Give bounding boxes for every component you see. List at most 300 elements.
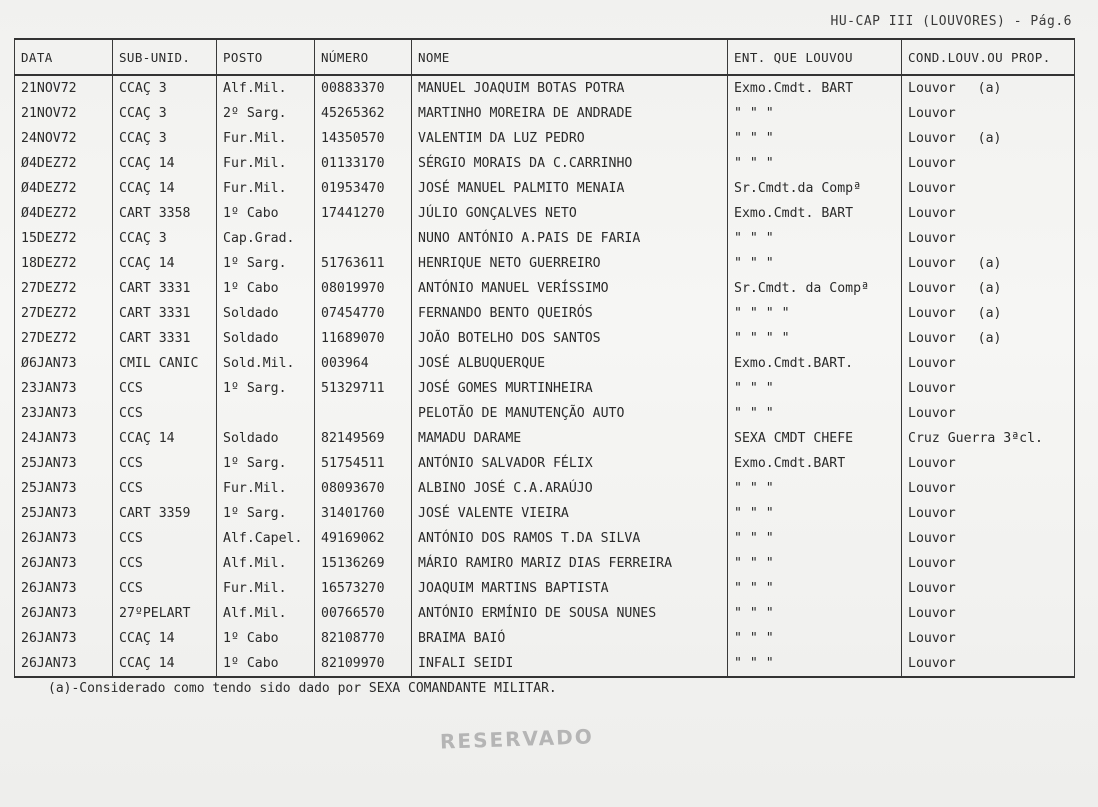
- cell-numero: [315, 576, 412, 601]
- cell-ent-que-louvou: [728, 426, 902, 451]
- cell-cond-louv-text: Louvor: [908, 81, 956, 96]
- cell-numero-text: 00766570: [321, 606, 385, 621]
- table-row: [15, 501, 1075, 526]
- table-row: [15, 126, 1075, 151]
- cell-ent-que-louvou: [728, 401, 902, 426]
- cell-cond-louv-text: Louvor: [908, 256, 956, 271]
- cell-posto-text: Soldado: [223, 306, 279, 321]
- cell-posto-text: Fur.Mil.: [223, 156, 287, 171]
- cell-nome: [412, 226, 728, 251]
- cell-cond-louv-text: Louvor: [908, 381, 956, 396]
- cell-cond-louv: [902, 351, 1075, 376]
- cell-ent-que-louvou: [728, 75, 902, 101]
- cell-ent-que-louvou-text: Sr.Cmdt. da Compª: [734, 281, 869, 296]
- cell-sub-unid: [113, 576, 217, 601]
- cell-cond-louv-text: Louvor: [908, 306, 956, 321]
- cell-posto: [217, 351, 315, 376]
- cell-data: [15, 75, 113, 101]
- cell-nome: [412, 201, 728, 226]
- cell-ent-que-louvou: [728, 101, 902, 126]
- cell-cond-louv: [902, 526, 1075, 551]
- cell-sub-unid-text: CART 3331: [119, 306, 191, 321]
- cell-posto-text: Fur.Mil.: [223, 481, 287, 496]
- cell-posto: [217, 651, 315, 677]
- cell-ent-que-louvou-text: Exmo.Cmdt.BART: [734, 456, 846, 471]
- cell-posto-text: Cap.Grad.: [223, 231, 295, 246]
- cell-cond-louv: [902, 101, 1075, 126]
- cell-data: [15, 126, 113, 151]
- table-row: [15, 451, 1075, 476]
- cell-data: [15, 176, 113, 201]
- cell-sub-unid: [113, 75, 217, 101]
- cell-cond-louv-text: Louvor: [908, 231, 956, 246]
- cell-nome: [412, 426, 728, 451]
- cell-cond-louv: [902, 201, 1075, 226]
- cell-cond-louv-text: Louvor: [908, 356, 956, 371]
- cell-numero: [315, 101, 412, 126]
- cell-cond-louv: [902, 251, 1075, 276]
- cell-cond-louv-text: Louvor: [908, 506, 956, 521]
- cell-nome-text: JOAQUIM MARTINS BAPTISTA: [418, 581, 609, 596]
- cell-numero-text: 51754511: [321, 456, 385, 471]
- cell-nome-text: JÚLIO GONÇALVES NETO: [418, 206, 577, 221]
- table-row: [15, 301, 1075, 326]
- cell-sub-unid: [113, 251, 217, 276]
- cell-sub-unid: [113, 451, 217, 476]
- cell-posto: [217, 626, 315, 651]
- cell-cond-louv: [902, 326, 1075, 351]
- cell-ent-que-louvou: [728, 576, 902, 601]
- cell-ent-que-louvou-text: " " ": [734, 506, 774, 521]
- cell-data-text: Ø4DEZ72: [21, 206, 77, 221]
- cell-data: [15, 276, 113, 301]
- cell-numero-text: 07454770: [321, 306, 385, 321]
- cell-numero: [315, 251, 412, 276]
- cell-numero: [315, 75, 412, 101]
- cell-ent-que-louvou: [728, 451, 902, 476]
- cell-sub-unid: [113, 126, 217, 151]
- cell-sub-unid: [113, 426, 217, 451]
- cell-data-text: 24NOV72: [21, 131, 77, 146]
- cell-posto-text: Fur.Mil.: [223, 131, 287, 146]
- cell-sub-unid-text: CCAÇ 14: [119, 256, 175, 271]
- cell-data: [15, 426, 113, 451]
- cell-sub-unid: [113, 476, 217, 501]
- cell-posto-text: Alf.Mil.: [223, 606, 287, 621]
- cell-numero: [315, 126, 412, 151]
- cell-nome: [412, 601, 728, 626]
- cell-ent-que-louvou: [728, 501, 902, 526]
- table-row: [15, 351, 1075, 376]
- cell-nome: [412, 251, 728, 276]
- cell-ent-que-louvou: [728, 601, 902, 626]
- cell-cond-louv-text: Louvor: [908, 531, 956, 546]
- table-row: [15, 651, 1075, 677]
- cell-posto-text: 1º Sarg.: [223, 456, 287, 471]
- cell-posto-text: Soldado: [223, 331, 279, 346]
- cell-ent-que-louvou: [728, 301, 902, 326]
- cell-sub-unid: [113, 651, 217, 677]
- cell-sub-unid: [113, 276, 217, 301]
- cell-sub-unid: [113, 626, 217, 651]
- cell-sub-unid-text: CCAÇ 3: [119, 131, 167, 146]
- cell-ent-que-louvou: [728, 201, 902, 226]
- cell-posto: [217, 476, 315, 501]
- cell-numero: [315, 201, 412, 226]
- cell-nome: [412, 526, 728, 551]
- cell-footnote-mark: (a): [977, 131, 1002, 146]
- cell-data: [15, 601, 113, 626]
- cell-data: [15, 501, 113, 526]
- cell-sub-unid: [113, 351, 217, 376]
- cell-cond-louv-text: Louvor: [908, 481, 956, 496]
- cell-sub-unid: [113, 301, 217, 326]
- cell-ent-que-louvou: [728, 626, 902, 651]
- cell-sub-unid-text: CART 3331: [119, 331, 191, 346]
- cell-ent-que-louvou: [728, 176, 902, 201]
- cell-posto-text: 2º Sarg.: [223, 106, 287, 121]
- cell-nome: [412, 326, 728, 351]
- table-row: [15, 601, 1075, 626]
- cell-cond-louv: [902, 401, 1075, 426]
- cell-posto: [217, 126, 315, 151]
- cell-numero-text: 51763611: [321, 256, 385, 271]
- cell-numero-text: 08093670: [321, 481, 385, 496]
- column-header-posto: POSTO: [217, 39, 315, 75]
- cell-nome-text: MÁRIO RAMIRO MARIZ DIAS FERREIRA: [418, 556, 673, 571]
- cell-posto: [217, 151, 315, 176]
- cell-ent-que-louvou: [728, 651, 902, 677]
- cell-data-text: 25JAN73: [21, 506, 77, 521]
- cell-numero-text: 11689070: [321, 331, 385, 346]
- cell-data: [15, 376, 113, 401]
- cell-cond-louv: [902, 651, 1075, 677]
- cell-numero-text: 08019970: [321, 281, 385, 296]
- cell-numero: [315, 376, 412, 401]
- cell-ent-que-louvou-text: " " ": [734, 606, 774, 621]
- cell-cond-louv: [902, 426, 1075, 451]
- cell-sub-unid: [113, 526, 217, 551]
- table-row: [15, 626, 1075, 651]
- cell-numero: [315, 226, 412, 251]
- cell-data: [15, 326, 113, 351]
- cell-ent-que-louvou: [728, 326, 902, 351]
- cell-data: [15, 101, 113, 126]
- cell-cond-louv: [902, 601, 1075, 626]
- cell-sub-unid-text: CART 3358: [119, 206, 191, 221]
- cell-data: [15, 476, 113, 501]
- cell-posto: [217, 226, 315, 251]
- table-row: [15, 576, 1075, 601]
- cell-data: [15, 251, 113, 276]
- cell-nome-text: JOSÉ GOMES MURTINHEIRA: [418, 381, 593, 396]
- cell-ent-que-louvou-text: " " " ": [734, 306, 790, 321]
- cell-data: [15, 626, 113, 651]
- cell-nome-text: MANUEL JOAQUIM BOTAS POTRA: [418, 81, 625, 96]
- cell-numero: [315, 276, 412, 301]
- cell-cond-louv-text: Louvor: [908, 456, 956, 471]
- cell-data-text: 26JAN73: [21, 581, 77, 596]
- cell-data-text: 24JAN73: [21, 431, 77, 446]
- cell-ent-que-louvou: [728, 526, 902, 551]
- cell-footnote-mark: (a): [977, 331, 1002, 346]
- cell-ent-que-louvou-text: " " ": [734, 581, 774, 596]
- cell-posto-text: 1º Cabo: [223, 281, 279, 296]
- cell-ent-que-louvou-text: SEXA CMDT CHEFE: [734, 431, 854, 446]
- cell-data: [15, 151, 113, 176]
- cell-posto-text: Alf.Capel.: [223, 531, 303, 546]
- cell-data: [15, 226, 113, 251]
- cell-sub-unid-text: CMIL CANIC: [119, 356, 199, 371]
- cell-numero: [315, 651, 412, 677]
- cell-posto: [217, 501, 315, 526]
- cell-cond-louv-text: Louvor: [908, 156, 956, 171]
- cell-sub-unid: [113, 601, 217, 626]
- cell-nome: [412, 651, 728, 677]
- cell-posto: [217, 551, 315, 576]
- cell-nome: [412, 276, 728, 301]
- cell-cond-louv-text: Louvor: [908, 106, 956, 121]
- cell-data-text: 26JAN73: [21, 606, 77, 621]
- cell-sub-unid-text: CCS: [119, 531, 143, 546]
- table-row: [15, 101, 1075, 126]
- table-header-row: [15, 39, 1075, 75]
- cell-posto-text: 1º Cabo: [223, 631, 279, 646]
- cell-posto: [217, 276, 315, 301]
- cell-numero-text: 17441270: [321, 206, 385, 221]
- cell-nome: [412, 551, 728, 576]
- column-header-data: DATA: [15, 39, 113, 75]
- cell-ent-que-louvou-text: " " ": [734, 631, 774, 646]
- cell-posto-text: Sold.Mil.: [223, 356, 295, 371]
- column-header-nome: NOME: [412, 39, 728, 75]
- cell-posto: [217, 251, 315, 276]
- cell-data-text: 25JAN73: [21, 481, 77, 496]
- cell-cond-louv: [902, 151, 1075, 176]
- cell-cond-louv: [902, 551, 1075, 576]
- cell-nome: [412, 451, 728, 476]
- cell-ent-que-louvou-text: " " ": [734, 656, 774, 671]
- column-header-sub-unid: SUB-UNID.: [113, 39, 217, 75]
- cell-numero-text: 003964: [321, 356, 369, 371]
- cell-posto: [217, 75, 315, 101]
- cell-sub-unid-text: CCS: [119, 481, 143, 496]
- cell-cond-louv: [902, 75, 1075, 101]
- cell-data: [15, 301, 113, 326]
- cell-data-text: 25JAN73: [21, 456, 77, 471]
- cell-nome-text: JOÃO BOTELHO DOS SANTOS: [418, 331, 601, 346]
- cell-nome-text: PELOTÃO DE MANUTENÇÃO AUTO: [418, 406, 625, 421]
- cell-numero-text: 00883370: [321, 81, 385, 96]
- cell-numero-text: 45265362: [321, 106, 385, 121]
- cell-nome: [412, 151, 728, 176]
- cell-sub-unid-text: CCS: [119, 456, 143, 471]
- cell-data-text: 27DEZ72: [21, 331, 77, 346]
- cell-sub-unid-text: CCS: [119, 581, 143, 596]
- table-row: [15, 476, 1075, 501]
- cell-data-text: 26JAN73: [21, 531, 77, 546]
- cell-nome-text: NUNO ANTÓNIO A.PAIS DE FARIA: [418, 231, 641, 246]
- cell-data-text: 27DEZ72: [21, 281, 77, 296]
- cell-ent-que-louvou: [728, 126, 902, 151]
- cell-ent-que-louvou-text: " " ": [734, 231, 774, 246]
- cell-ent-que-louvou-text: Exmo.Cmdt. BART: [734, 206, 854, 221]
- cell-numero-text: 14350570: [321, 131, 385, 146]
- cell-nome-text: MARTINHO MOREIRA DE ANDRADE: [418, 106, 633, 121]
- cell-cond-louv-text: Louvor: [908, 581, 956, 596]
- cell-cond-louv-text: Louvor: [908, 606, 956, 621]
- cell-posto-text: 1º Cabo: [223, 206, 279, 221]
- cell-nome-text: VALENTIM DA LUZ PEDRO: [418, 131, 585, 146]
- cell-ent-que-louvou-text: " " ": [734, 381, 774, 396]
- cell-data: [15, 551, 113, 576]
- cell-sub-unid: [113, 101, 217, 126]
- cell-cond-louv: [902, 451, 1075, 476]
- cell-sub-unid-text: CCAÇ 14: [119, 656, 175, 671]
- cell-sub-unid: [113, 201, 217, 226]
- cell-nome: [412, 576, 728, 601]
- cell-numero-text: 51329711: [321, 381, 385, 396]
- table-row: [15, 176, 1075, 201]
- cell-posto: [217, 301, 315, 326]
- cell-data-text: 21NOV72: [21, 81, 77, 96]
- cell-posto: [217, 376, 315, 401]
- cell-sub-unid-text: CCAÇ 3: [119, 106, 167, 121]
- cell-ent-que-louvou-text: " " ": [734, 556, 774, 571]
- table-row: [15, 151, 1075, 176]
- cell-numero: [315, 326, 412, 351]
- cell-footnote-mark: (a): [977, 256, 1002, 271]
- cell-numero: [315, 151, 412, 176]
- cell-data-text: 18DEZ72: [21, 256, 77, 271]
- cell-ent-que-louvou-text: Sr.Cmdt.da Compª: [734, 181, 862, 196]
- cell-nome: [412, 501, 728, 526]
- cell-data-text: 26JAN73: [21, 631, 77, 646]
- cell-ent-que-louvou-text: " " " ": [734, 331, 790, 346]
- cell-numero-text: 82109970: [321, 656, 385, 671]
- cell-posto-text: Soldado: [223, 431, 279, 446]
- column-header-cond-louv: COND.LOUV.OU PROP.: [902, 39, 1075, 75]
- table-row: [15, 251, 1075, 276]
- cell-nome-text: INFALI SEIDI: [418, 656, 514, 671]
- cell-cond-louv-text: Cruz Guerra 3ªcl.: [908, 431, 1043, 446]
- cell-nome: [412, 476, 728, 501]
- table-row: [15, 526, 1075, 551]
- cell-cond-louv: [902, 276, 1075, 301]
- cell-posto-text: 1º Sarg.: [223, 256, 287, 271]
- cell-posto: [217, 576, 315, 601]
- cell-nome: [412, 75, 728, 101]
- cell-sub-unid-text: CCAÇ 3: [119, 81, 167, 96]
- cell-cond-louv: [902, 226, 1075, 251]
- cell-numero: [315, 301, 412, 326]
- table-row: [15, 75, 1075, 101]
- cell-nome-text: ALBINO JOSÉ C.A.ARAÚJO: [418, 481, 593, 496]
- cell-ent-que-louvou: [728, 376, 902, 401]
- cell-numero: [315, 451, 412, 476]
- cell-data-text: 23JAN73: [21, 381, 77, 396]
- footnote: (a)-Considerado como tendo sido dado por SEXA COMANDANTE MILITAR.: [48, 681, 557, 696]
- cell-ent-que-louvou-text: Exmo.Cmdt. BART: [734, 81, 854, 96]
- cell-nome-text: SÉRGIO MORAIS DA C.CARRINHO: [418, 156, 633, 171]
- cell-sub-unid: [113, 401, 217, 426]
- cell-data: [15, 201, 113, 226]
- cell-data-text: Ø6JAN73: [21, 356, 77, 371]
- cell-ent-que-louvou-text: " " ": [734, 531, 774, 546]
- cell-cond-louv: [902, 576, 1075, 601]
- cell-ent-que-louvou-text: " " ": [734, 131, 774, 146]
- cell-ent-que-louvou-text: " " ": [734, 406, 774, 421]
- cell-sub-unid: [113, 226, 217, 251]
- cell-nome-text: JOSÉ VALENTE VIEIRA: [418, 506, 569, 521]
- cell-posto: [217, 526, 315, 551]
- cell-sub-unid: [113, 326, 217, 351]
- cell-ent-que-louvou: [728, 151, 902, 176]
- cell-cond-louv-text: Louvor: [908, 331, 956, 346]
- cell-nome-text: MAMADU DARAME: [418, 431, 522, 446]
- cell-numero-text: 49169062: [321, 531, 385, 546]
- cell-posto: [217, 401, 315, 426]
- cell-footnote-mark: (a): [977, 306, 1002, 321]
- cell-numero: [315, 601, 412, 626]
- cell-posto-text: 1º Sarg.: [223, 381, 287, 396]
- cell-ent-que-louvou-text: " " ": [734, 256, 774, 271]
- cell-data-text: Ø4DEZ72: [21, 181, 77, 196]
- cell-sub-unid-text: 27ºPELART: [119, 606, 191, 621]
- cell-nome-text: BRAIMA BAIÓ: [418, 631, 506, 646]
- cell-posto: [217, 426, 315, 451]
- cell-sub-unid: [113, 551, 217, 576]
- cell-ent-que-louvou: [728, 551, 902, 576]
- cell-numero: [315, 551, 412, 576]
- table-row: [15, 376, 1075, 401]
- cell-numero-text: 15136269: [321, 556, 385, 571]
- cell-data: [15, 576, 113, 601]
- cell-cond-louv-text: Louvor: [908, 281, 956, 296]
- cell-nome-text: ANTÓNIO MANUEL VERÍSSIMO: [418, 281, 609, 296]
- cell-data-text: 26JAN73: [21, 656, 77, 671]
- cell-cond-louv-text: Louvor: [908, 631, 956, 646]
- cell-posto: [217, 601, 315, 626]
- cell-cond-louv: [902, 301, 1075, 326]
- cell-numero: [315, 626, 412, 651]
- cell-data-text: 26JAN73: [21, 556, 77, 571]
- cell-cond-louv: [902, 176, 1075, 201]
- cell-cond-louv: [902, 476, 1075, 501]
- cell-numero: [315, 401, 412, 426]
- cell-nome: [412, 351, 728, 376]
- cell-cond-louv: [902, 126, 1075, 151]
- cell-posto: [217, 326, 315, 351]
- cell-cond-louv-text: Louvor: [908, 181, 956, 196]
- cell-cond-louv: [902, 501, 1075, 526]
- cell-data-text: Ø4DEZ72: [21, 156, 77, 171]
- cell-nome-text: JOSÉ MANUEL PALMITO MENAIA: [418, 181, 625, 196]
- cell-nome-text: ANTÓNIO SALVADOR FÉLIX: [418, 456, 593, 471]
- cell-ent-que-louvou-text: " " ": [734, 106, 774, 121]
- cell-nome-text: HENRIQUE NETO GUERREIRO: [418, 256, 601, 271]
- reserved-stamp: RESERVADO: [439, 724, 595, 754]
- cell-posto-text: Fur.Mil.: [223, 181, 287, 196]
- cell-nome: [412, 101, 728, 126]
- cell-posto-text: Alf.Mil.: [223, 556, 287, 571]
- cell-data: [15, 351, 113, 376]
- cell-cond-louv: [902, 626, 1075, 651]
- cell-posto-text: 1º Sarg.: [223, 506, 287, 521]
- table-row: [15, 401, 1075, 426]
- cell-footnote-mark: (a): [977, 81, 1002, 96]
- cell-sub-unid-text: CCAÇ 3: [119, 231, 167, 246]
